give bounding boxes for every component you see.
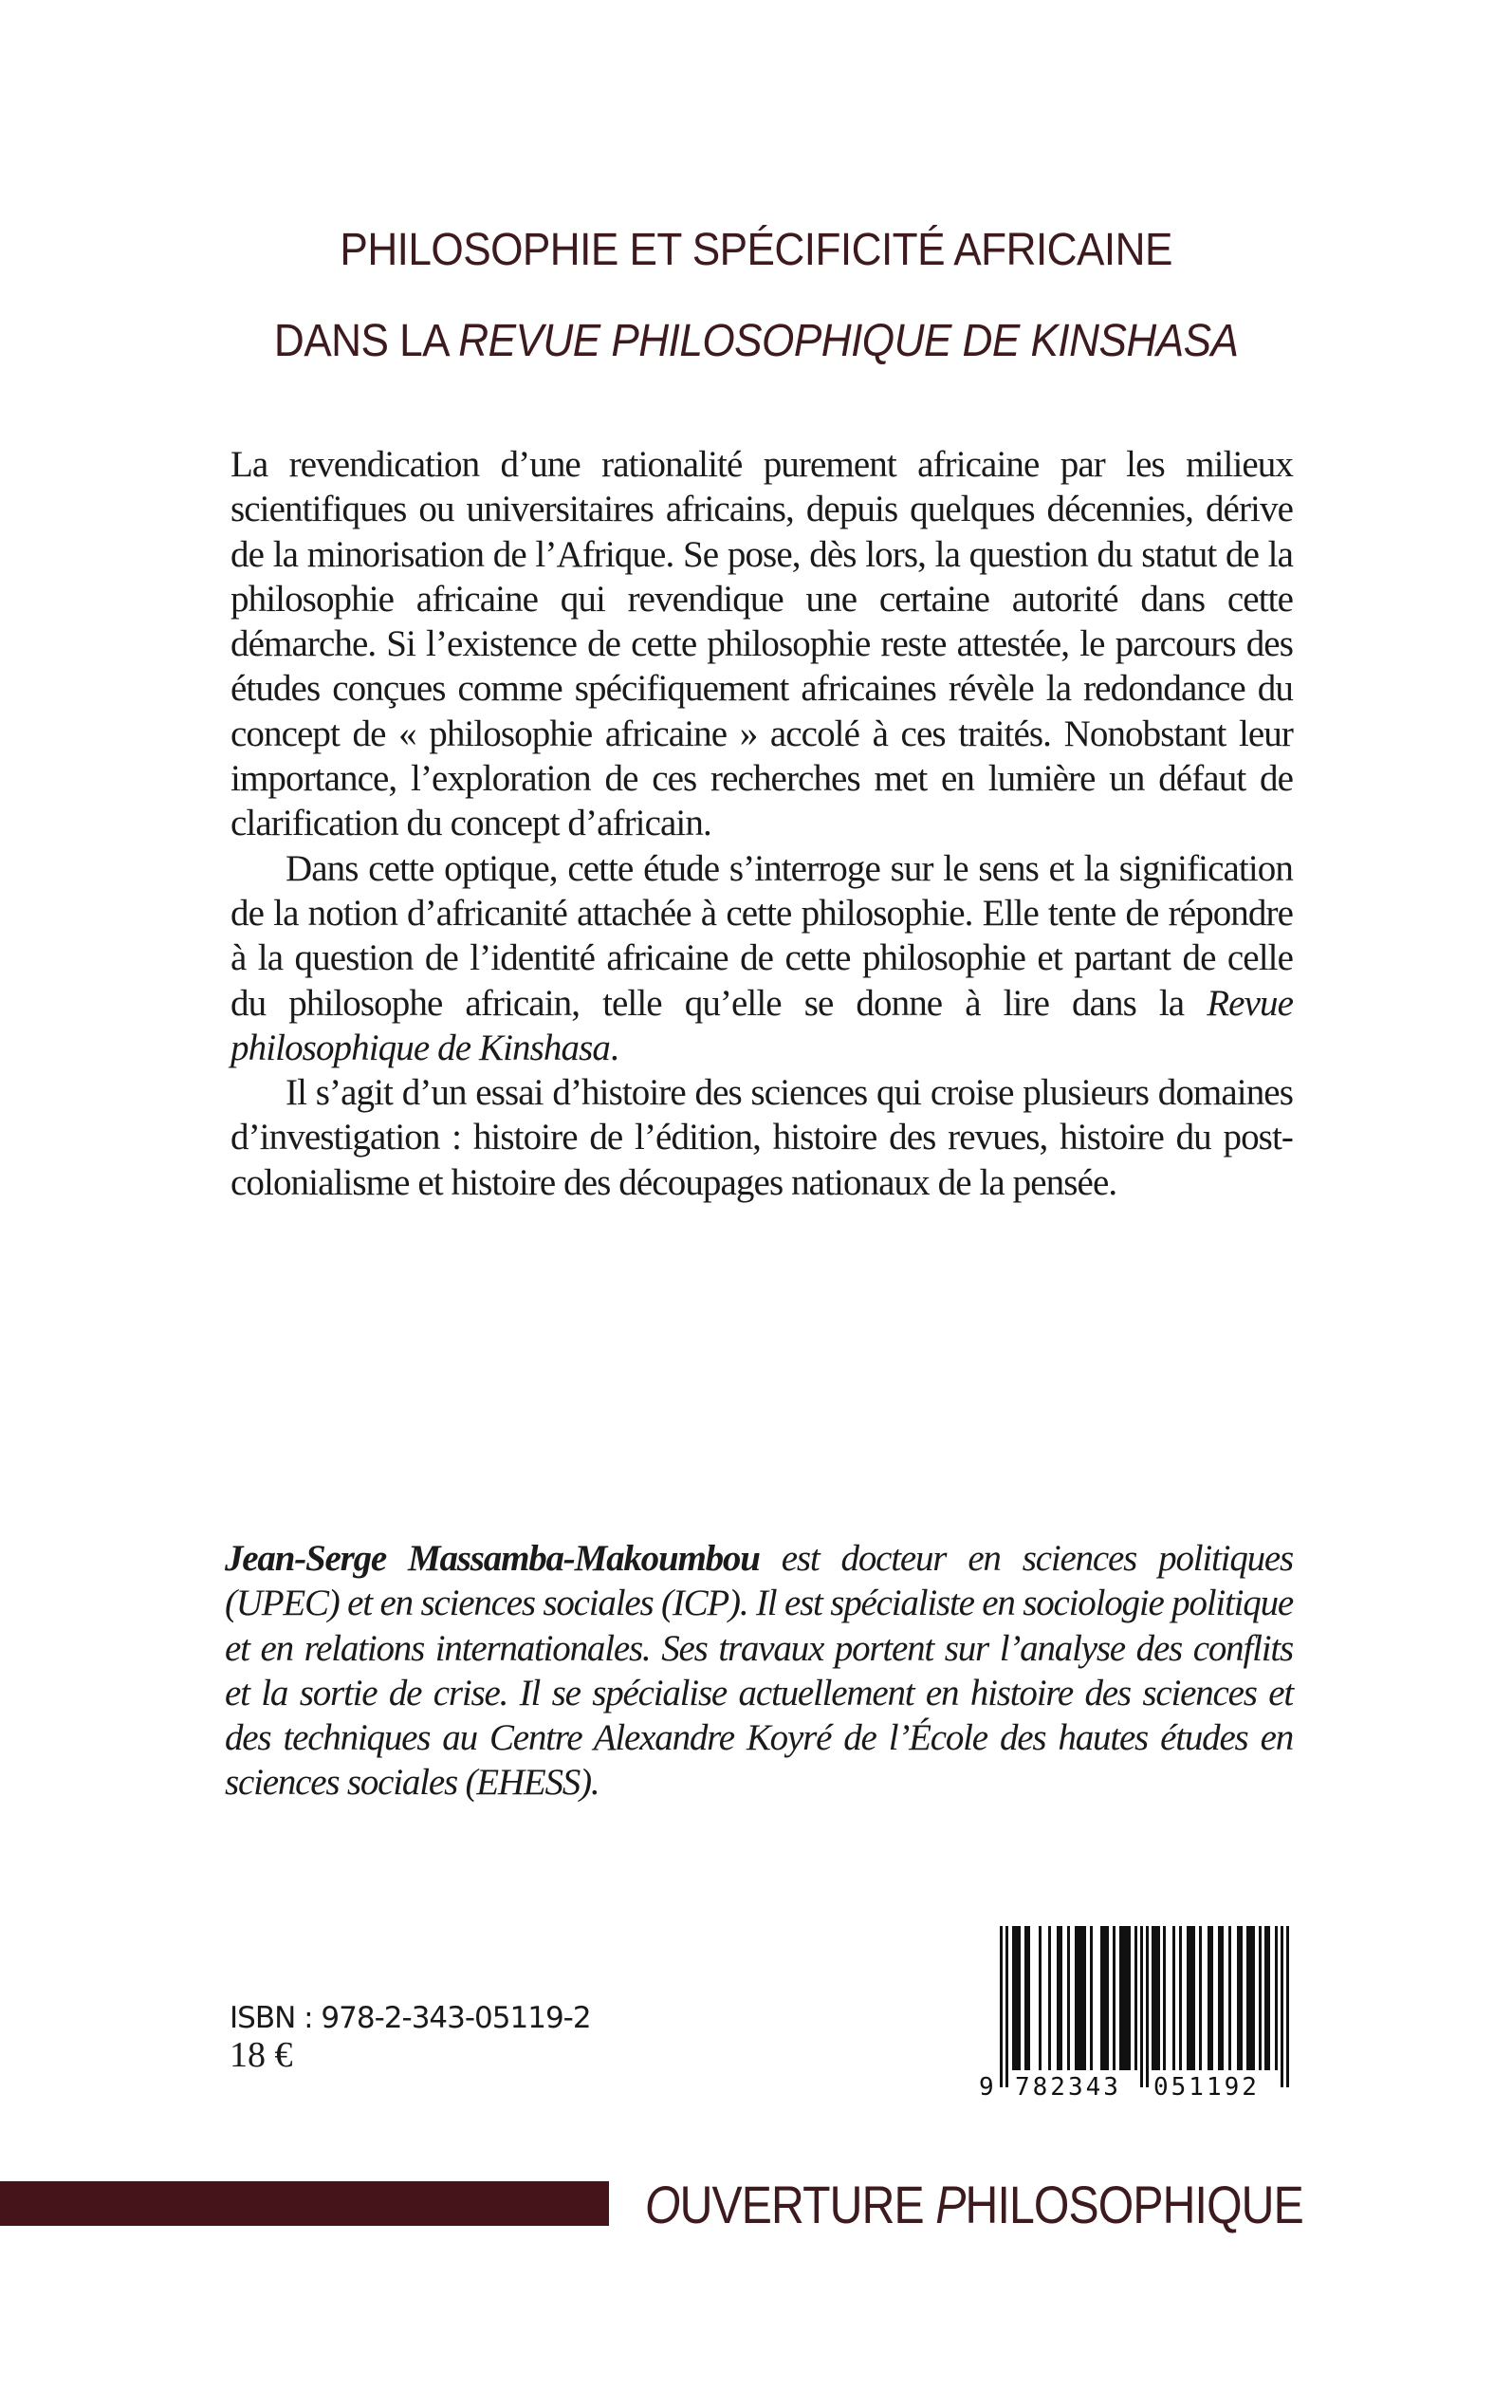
isbn-label: ISBN : 978-2-343-05119-2 bbox=[230, 2001, 591, 2035]
journal-name-italic: Revue philosophique de Kinshasa bbox=[230, 982, 1293, 1068]
summary-paragraph-2-suffix: . bbox=[610, 1027, 618, 1068]
collection-initial-o: O bbox=[645, 2175, 680, 2234]
barcode-digits-right: 051192 bbox=[1153, 2073, 1260, 2102]
back-cover-summary bbox=[230, 442, 1293, 1205]
book-title-journal-name: REVUE PHILOSOPHIQUE DE KINSHASA bbox=[458, 316, 1239, 366]
price-label: 18 € bbox=[230, 2035, 293, 2075]
summary-paragraph-1: La revendication d’une rationalité purement africaine par les milieux scientifiques ou universitaires africains, depuis quelques décennies, dérive de la minorisation de l’Afrique. Se pose, dès lors, la question du statut de la philosophie africaine qui revendique une certaine autorité dans cette démarche. Si l’existence de cette philosophie reste attestée, le parcours des études conçues comme spécifiquement africaines révèle la redondance du concept de « philosophie africaine » accolé à ces traités. Nonobstant leur importance, l’exploration de ces recherches met en lumière un défaut de clarification du concept d’africain. bbox=[230, 444, 1293, 844]
book-title-prefix: DANS LA bbox=[273, 316, 459, 366]
summary-paragraph-2 bbox=[230, 846, 1293, 1070]
book-title-line-1: PHILOSOPHIE ET SPÉCIFICITÉ AFRICAINE bbox=[340, 225, 1172, 275]
collection-initial-p: P bbox=[935, 2175, 966, 2234]
collection-name bbox=[645, 2175, 1303, 2234]
isbn-barcode bbox=[979, 1917, 1301, 2106]
barcode-digits-left: 782343 bbox=[1015, 2073, 1121, 2102]
barcode-digit-lead: 9 bbox=[979, 2073, 994, 2102]
author-bio bbox=[225, 1536, 1293, 1806]
collection-word-2-rest: HILOSOPHIQUE bbox=[965, 2175, 1303, 2234]
book-title-line-2 bbox=[61, 316, 1451, 366]
collection-color-bar bbox=[0, 2181, 609, 2226]
author-bio-text: est docteur en sciences politiques (UPEC) et en sciences sociales (ICP). Il est spécialiste en sociologie politique et en relations internationales. Ses travaux portent sur l’analyse des conflits et la sortie de crise. Il se spécialise actuellement en histoire des sciences et des techniques au Centre Alexandre Koyré de l’École des hautes études en sciences sociales (EHESS). bbox=[225, 1538, 1294, 1804]
summary-paragraph-3: Il s’agit d’un essai d’histoire des sciences qui croise plusieurs domaines d’investigation : histoire de l’édition, histoire des revues, histoire du post-colonialisme et histoire des découpages nationaux de la pensée. bbox=[230, 1072, 1293, 1203]
barcode-icon bbox=[979, 1917, 1301, 2106]
author-name: Jean-Serge Massamba-Makoumbou bbox=[225, 1538, 760, 1579]
collection-word-1-rest: UVERTURE bbox=[679, 2175, 936, 2234]
summary-paragraph-2-text: Dans cette optique, cette étude s’interroge sur le sens et la signification de la notion d’africanité attachée à cette philosophie. Elle tente de répondre à la question de l’identité africaine de cette philosophie et partant de celle du philosophe africain, telle qu’elle se donne à lire dans la bbox=[230, 847, 1293, 1024]
